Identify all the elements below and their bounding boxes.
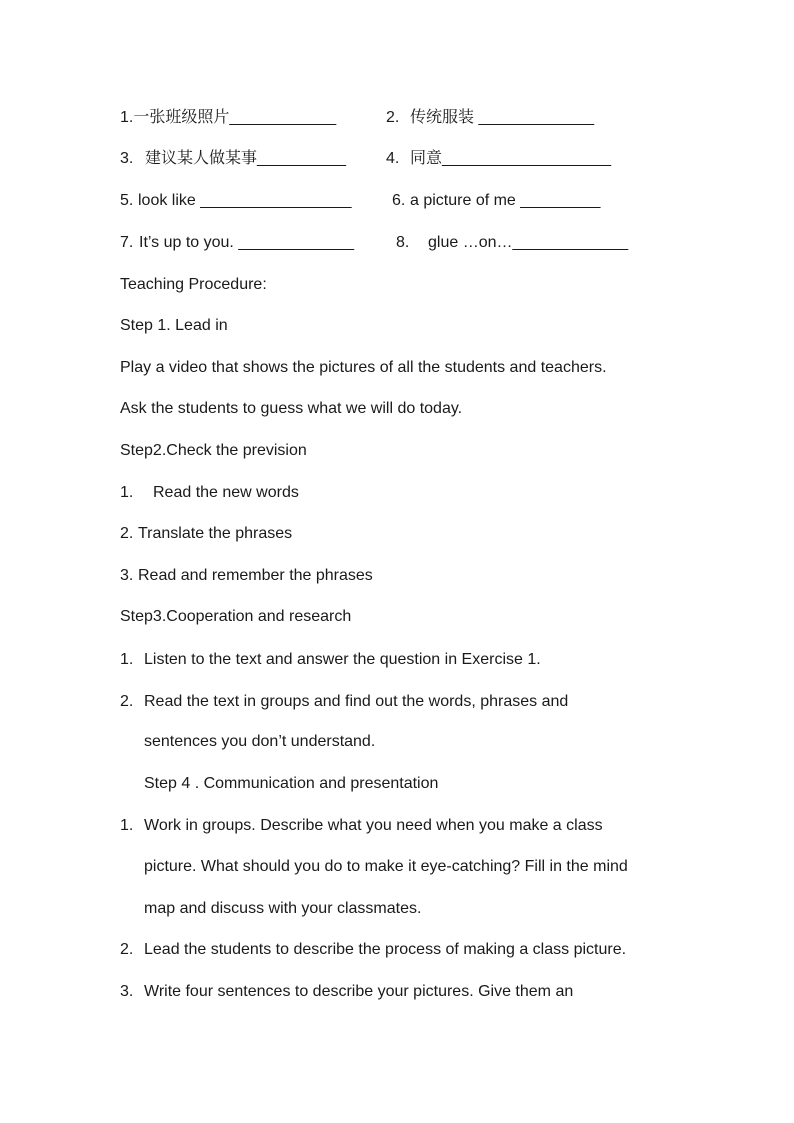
step1-title: Step 1. Lead in — [120, 317, 228, 334]
phrase-number: 7. — [120, 234, 134, 251]
item-text: Read and remember the phrases — [138, 567, 373, 584]
item-text: Lead the students to describe the process of making a class picture. — [144, 941, 627, 958]
phrase-4 — [386, 149, 611, 169]
step3-item-2-continuation: sentences you don’t understand. — [144, 733, 376, 750]
phrase-number: 3. — [120, 150, 134, 167]
phrase-text: glue …on…_____________ — [428, 234, 629, 251]
item-number: 1. — [120, 484, 134, 501]
item-number: 1. — [120, 651, 134, 668]
item-text: Work in groups. Describe what you need when you make a class — [144, 817, 603, 834]
phrase-2 — [386, 108, 594, 128]
item-text: Listen to the text and answer the question in Exercise 1. — [144, 651, 541, 668]
step2-title: Step2.Check the prevision — [120, 442, 307, 459]
step2-item-1 — [120, 483, 299, 503]
phrase-number: 4. — [386, 150, 400, 167]
phrase-text: look like _________________ — [138, 192, 352, 209]
step2-item-3 — [120, 566, 373, 586]
item-number: 2. — [120, 693, 134, 710]
step1-line-2: Ask the students to guess what we will do today. — [120, 400, 463, 417]
phrase-number: 6. — [392, 192, 406, 209]
phrase-7 — [120, 233, 354, 253]
phrase-6 — [392, 191, 600, 211]
step4-title: Step 4 . Communication and presentation — [144, 775, 439, 792]
step4-item-3 — [120, 982, 573, 1002]
phrase-number: 5. — [120, 192, 134, 209]
item-number: 3. — [120, 567, 134, 584]
phrase-number: 1. — [120, 109, 134, 126]
phrase-8 — [396, 233, 628, 253]
item-number: 1. — [120, 817, 134, 834]
item-number: 3. — [120, 983, 134, 1000]
item-text: Write four sentences to describe your pictures. Give them an — [144, 983, 574, 1000]
step4-item-1-continuation: map and discuss with your classmates. — [144, 900, 422, 917]
phrase-5 — [120, 191, 352, 211]
step3-item-2 — [120, 692, 568, 712]
phrase-number: 2. — [386, 109, 400, 126]
step4-item-1 — [120, 816, 603, 836]
step3-title: Step3.Cooperation and research — [120, 608, 352, 625]
phrase-text: 传统服装 _____________ — [410, 109, 595, 126]
item-number: 2. — [120, 941, 134, 958]
phrase-3 — [120, 149, 346, 169]
item-text: Translate the phrases — [138, 525, 293, 542]
phrase-number: 8. — [396, 234, 410, 251]
step1-line-1: Play a video that shows the pictures of all the students and teachers. — [120, 359, 607, 376]
step3-item-1 — [120, 650, 541, 670]
phrase-text: 同意___________________ — [410, 150, 612, 167]
phrase-1 — [120, 108, 336, 128]
item-text: Read the new words — [153, 484, 299, 501]
phrase-text: It’s up to you. _____________ — [139, 234, 354, 251]
procedure-title: Teaching Procedure: — [120, 276, 267, 293]
item-number: 2. — [120, 525, 134, 542]
step2-item-2 — [120, 524, 292, 544]
phrase-text: a picture of me _________ — [410, 192, 601, 209]
step4-item-2 — [120, 940, 626, 960]
phrase-text: 建议某人做某事__________ — [145, 150, 346, 167]
phrase-text: 一张班级照片____________ — [133, 109, 337, 126]
step4-item-1-continuation: picture. What should you do to make it eye-catching? Fill in the mind — [144, 858, 628, 875]
item-text: Read the text in groups and find out the words, phrases and — [144, 693, 569, 710]
